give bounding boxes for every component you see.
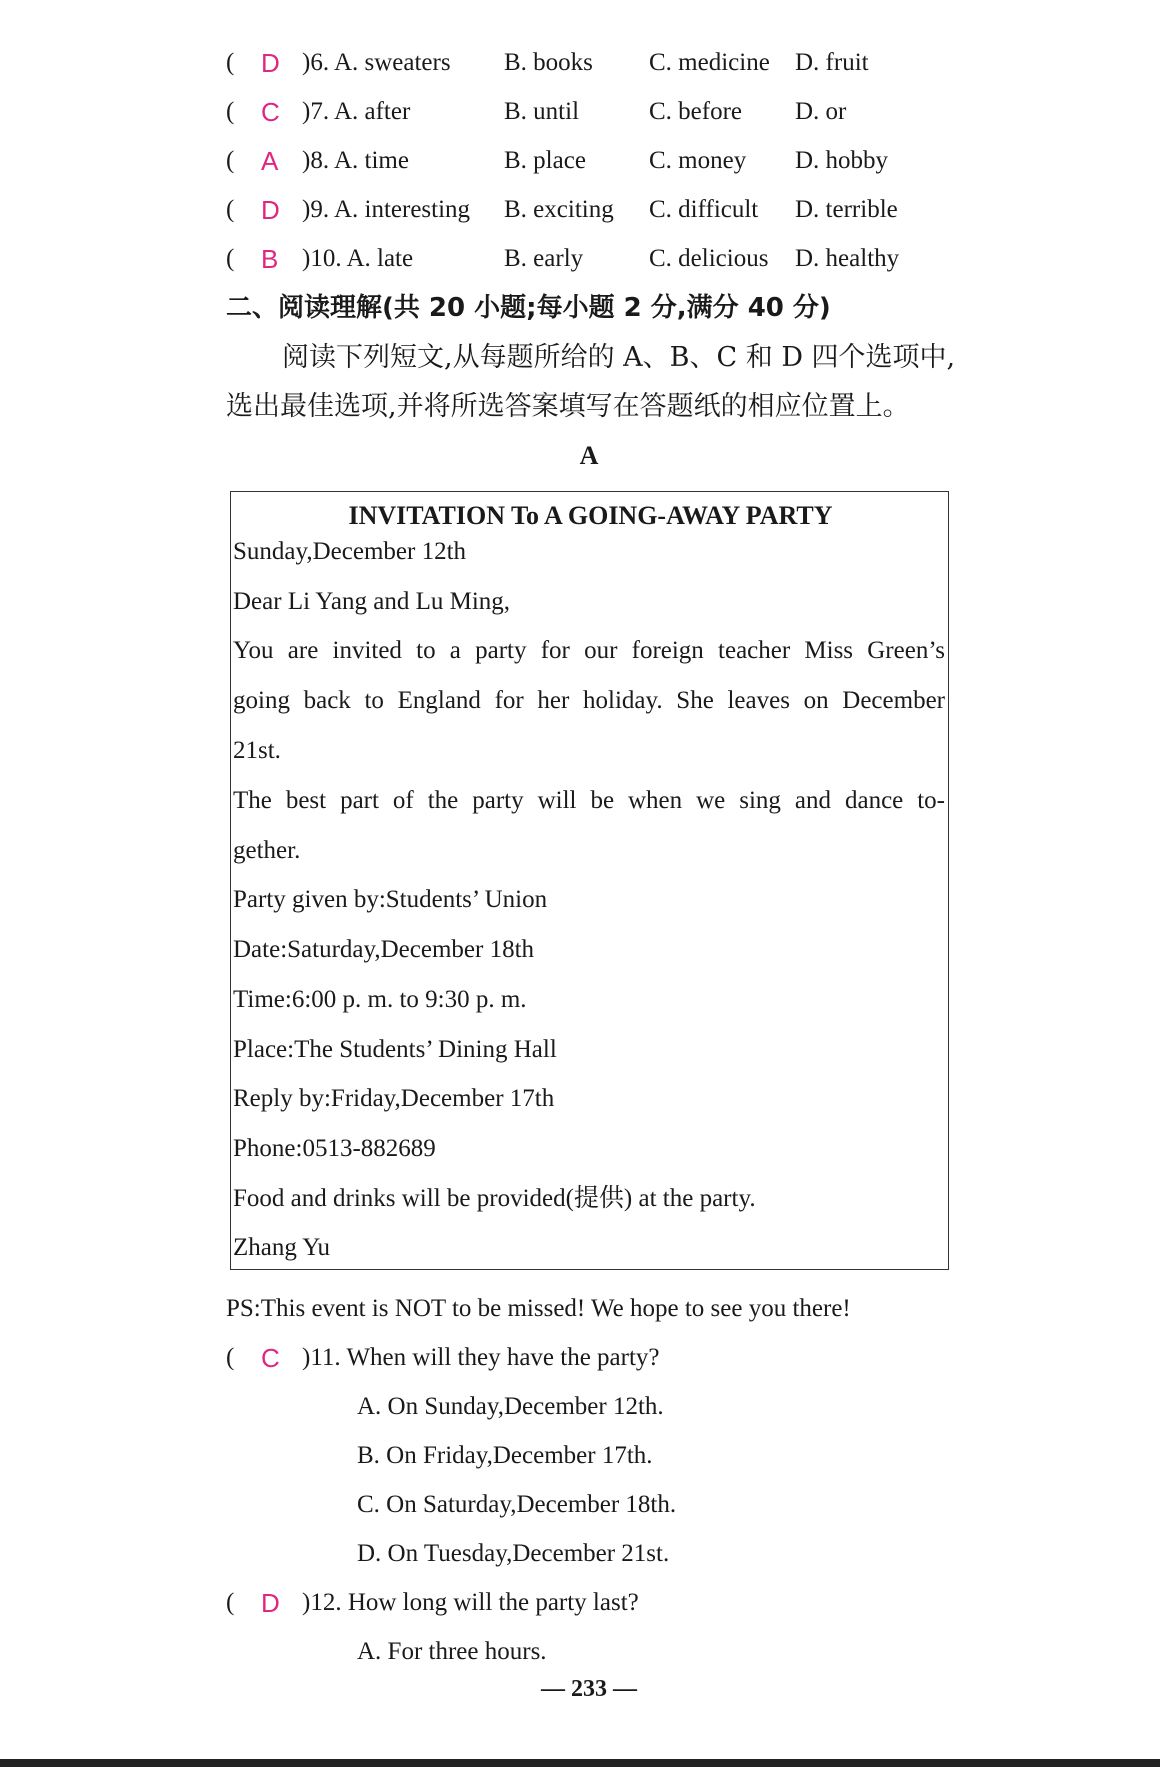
invitation-line: Phone:0513-882689 bbox=[233, 1135, 436, 1162]
invitation-line: You are invited to a party for our foreign teacher Miss Green’s bbox=[233, 637, 945, 664]
question-text: )12. How long will the party last? bbox=[302, 1589, 639, 1616]
choice-d: D. On Tuesday,December 21st. bbox=[357, 1540, 670, 1567]
choice-c: C. On Saturday,December 18th. bbox=[357, 1491, 677, 1518]
open-paren: ( bbox=[226, 98, 235, 125]
choice-b: B. On Friday,December 17th. bbox=[357, 1442, 653, 1469]
answer-mark: D bbox=[261, 1588, 280, 1618]
invitation-line: Dear Li Yang and Lu Ming, bbox=[233, 588, 511, 615]
invitation-line: Time:6:00 p. m. to 9:30 p. m. bbox=[233, 986, 527, 1013]
open-paren: ( bbox=[226, 1344, 235, 1371]
bottom-edge-bar bbox=[0, 1759, 1160, 1767]
answer-mark: C bbox=[261, 97, 280, 127]
choice-a: A. On Sunday,December 12th. bbox=[357, 1393, 664, 1420]
instruction-line-1: 阅读下列短文,从每题所给的 A、B、C 和 D 四个选项中, bbox=[282, 342, 956, 373]
question-number: )7. A. after bbox=[302, 98, 411, 125]
option-b: B. books bbox=[504, 49, 593, 76]
invitation-box bbox=[230, 491, 949, 1270]
option-c: C. before bbox=[649, 98, 743, 125]
open-paren: ( bbox=[226, 196, 235, 223]
question-number: )6. A. sweaters bbox=[302, 49, 451, 76]
answer-mark: D bbox=[261, 195, 280, 225]
option-b: B. early bbox=[504, 245, 584, 272]
option-b: B. exciting bbox=[504, 196, 614, 223]
question-number: )8. A. time bbox=[302, 147, 409, 174]
invitation-line: gether. bbox=[233, 837, 301, 864]
option-d: D. fruit bbox=[795, 49, 869, 76]
answer-mark: B bbox=[261, 244, 279, 274]
option-d: D. healthy bbox=[795, 245, 900, 272]
invitation-line: The best part of the party will be when we sing and dance to- bbox=[233, 787, 945, 814]
passage-letter: A bbox=[579, 441, 599, 470]
option-d: D. hobby bbox=[795, 147, 889, 174]
option-c: C. medicine bbox=[649, 49, 770, 76]
page-number: — 233 — bbox=[541, 1676, 637, 1702]
invitation-line: Party given by:Students’ Union bbox=[233, 886, 548, 913]
instruction-line-2: 选出最佳选项,并将所选答案填写在答题纸的相应位置上。 bbox=[226, 391, 910, 422]
question-text: )11. When will they have the party? bbox=[302, 1344, 660, 1371]
invitation-line: 21st. bbox=[233, 737, 281, 764]
invitation-line: Place:The Students’ Dining Hall bbox=[233, 1036, 557, 1063]
invitation-line: Date:Saturday,December 18th bbox=[233, 936, 535, 963]
choice-a: A. For three hours. bbox=[357, 1638, 547, 1665]
answer-mark: D bbox=[261, 48, 280, 78]
invitation-line: Reply by:Friday,December 17th bbox=[233, 1085, 555, 1112]
option-b: B. until bbox=[504, 98, 580, 125]
option-d: D. terrible bbox=[795, 196, 898, 223]
open-paren: ( bbox=[226, 147, 235, 174]
open-paren: ( bbox=[226, 49, 235, 76]
invitation-line: Food and drinks will be provided(提供) at the party. bbox=[233, 1185, 756, 1212]
postscript: PS:This event is NOT to be missed! We hope to see you there! bbox=[226, 1295, 851, 1322]
open-paren: ( bbox=[226, 245, 235, 272]
invitation-signature: Zhang Yu bbox=[233, 1234, 330, 1261]
invitation-line: going back to England for her holiday. She leaves on December bbox=[233, 687, 945, 714]
answer-mark: A bbox=[261, 146, 279, 176]
open-paren: ( bbox=[226, 1589, 235, 1616]
option-c: C. delicious bbox=[649, 245, 769, 272]
question-number: )9. A. interesting bbox=[302, 196, 471, 223]
option-b: B. place bbox=[504, 147, 586, 174]
option-d: D. or bbox=[795, 98, 847, 125]
option-c: C. difficult bbox=[649, 196, 759, 223]
answer-mark: C bbox=[261, 1343, 280, 1373]
section-heading: 二、阅读理解(共 20 小题;每小题 2 分,满分 40 分) bbox=[226, 293, 831, 323]
invitation-line: Sunday,December 12th bbox=[233, 538, 467, 565]
invitation-title: INVITATION To A GOING-AWAY PARTY bbox=[348, 501, 833, 530]
option-c: C. money bbox=[649, 147, 747, 174]
question-number: )10. A. late bbox=[302, 245, 414, 272]
